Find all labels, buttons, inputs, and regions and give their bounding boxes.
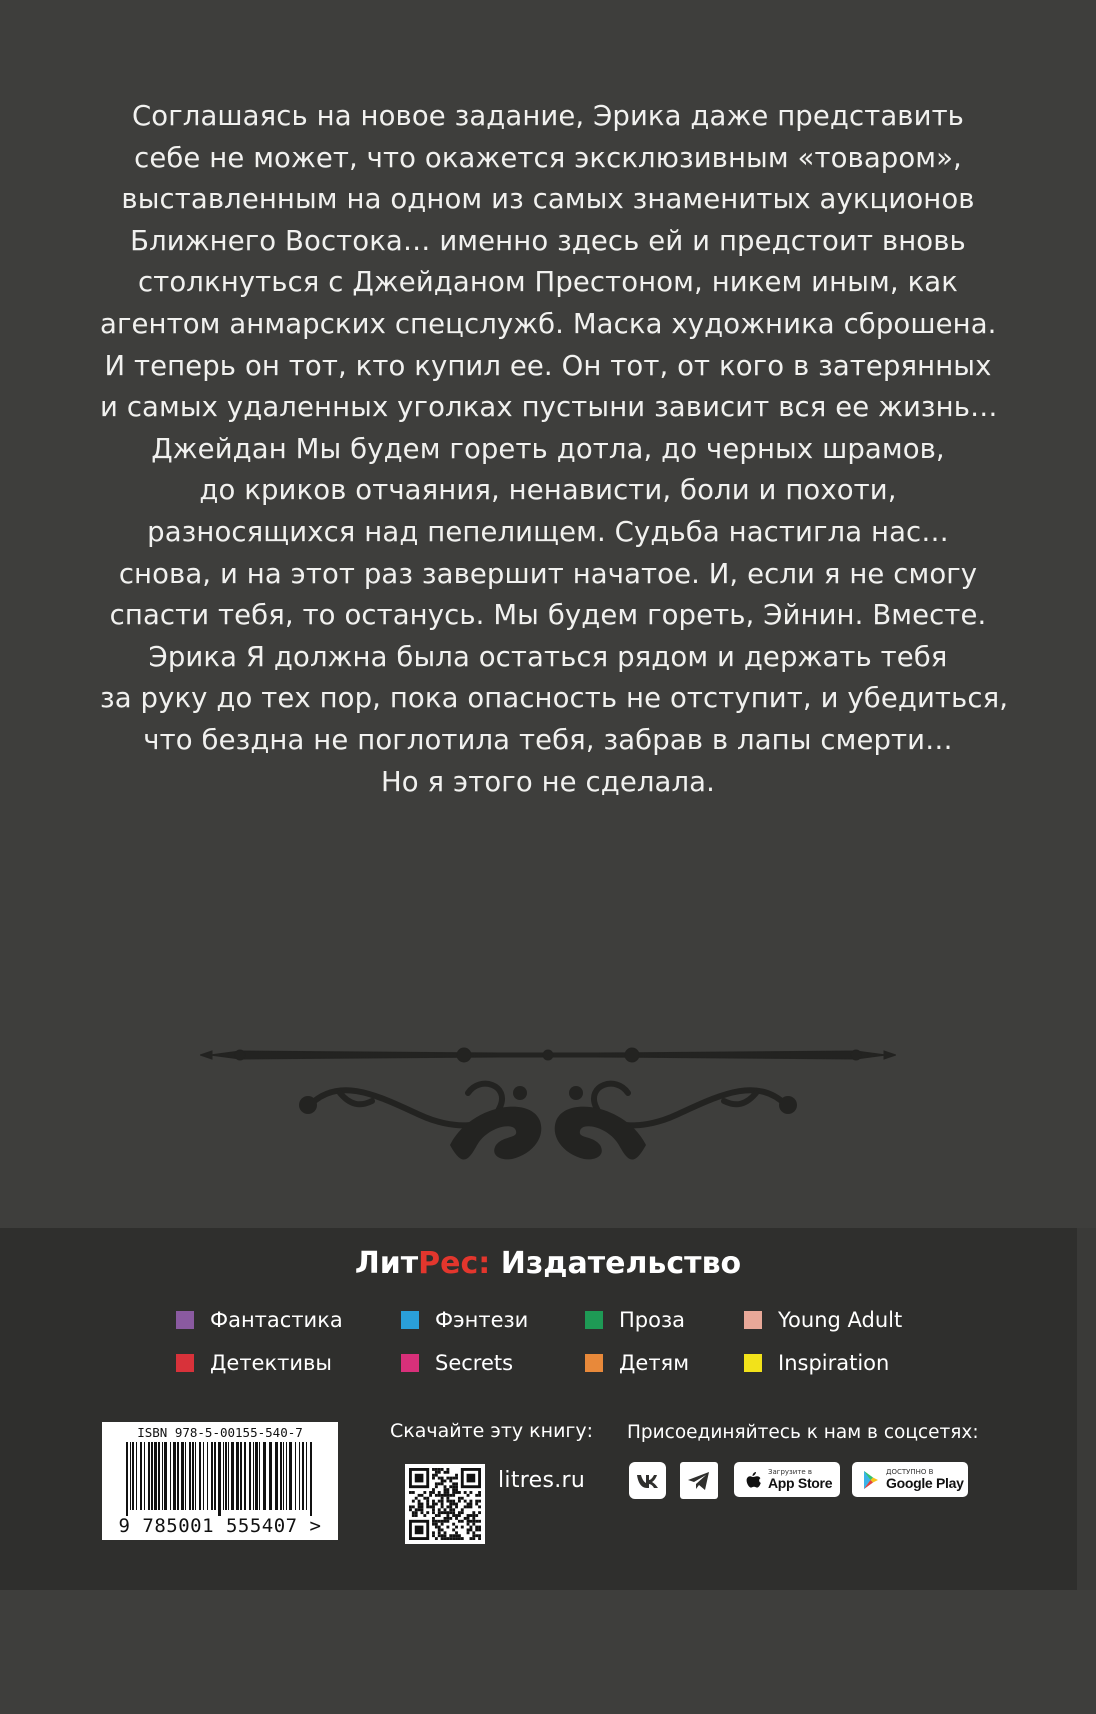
annotation-line: столкнуться с Джейданом Престоном, никем иным, как bbox=[138, 266, 958, 299]
annotation-line: Соглашаясь на новое задание, Эрика даже представить bbox=[132, 100, 964, 132]
genre-swatch bbox=[585, 1311, 603, 1329]
genre-swatch bbox=[176, 1354, 194, 1372]
annotation-line: и самых удаленных уголках пустыни зависит вся ее жизнь… bbox=[100, 391, 998, 424]
qr-code[interactable] bbox=[405, 1464, 485, 1544]
annotation-line: что бездна не поглотила тебя, забрав в лапы смерти… bbox=[143, 723, 953, 756]
genre-item: Secrets bbox=[401, 1351, 513, 1375]
barcode-icon bbox=[126, 1442, 314, 1516]
vk-icon[interactable] bbox=[629, 1462, 666, 1499]
ornament-divider-icon bbox=[200, 1035, 896, 1185]
genre-item: Young Adult bbox=[744, 1308, 902, 1332]
apple-icon bbox=[742, 1469, 764, 1491]
genre-swatch bbox=[401, 1311, 419, 1329]
annotation-line: спасти тебя, то останусь. Мы будем гореть, Эйнин. Вместе. bbox=[109, 599, 987, 632]
genre-item: Inspiration bbox=[744, 1351, 889, 1375]
genre-item: Фантастика bbox=[176, 1308, 343, 1332]
google-play-button[interactable]: ДОСТУПНО В Google Play bbox=[852, 1462, 968, 1497]
social-label: Присоединяйтесь к нам в соцсетях: bbox=[627, 1422, 979, 1443]
genre-item: Детям bbox=[585, 1351, 689, 1375]
isbn-text: ISBN 978-5-00155-540-7 bbox=[137, 1425, 303, 1440]
genre-item: Детективы bbox=[176, 1351, 332, 1375]
telegram-icon[interactable] bbox=[680, 1462, 718, 1499]
genre-swatch bbox=[744, 1354, 762, 1372]
annotation-line: Ближнего Востока… именно здесь ей и предстоит вновь bbox=[130, 224, 966, 257]
annotation-line: Джейдан Мы будем гореть дотла, до черных шрамов, bbox=[151, 432, 945, 465]
qr-code-icon bbox=[409, 1468, 481, 1540]
barcode-digits: 9 785001 555407 > bbox=[118, 1515, 322, 1537]
site-link[interactable]: litres.ru bbox=[498, 1468, 586, 1493]
genre-item: Проза bbox=[585, 1308, 685, 1332]
genre-legend bbox=[176, 1308, 976, 1398]
genre-swatch bbox=[401, 1354, 419, 1372]
isbn-barcode bbox=[102, 1422, 338, 1540]
annotation-line: до криков отчаяния, ненависти, боли и похоти, bbox=[199, 474, 897, 507]
genre-swatch bbox=[744, 1311, 762, 1329]
annotation-line: агентом анмарских спецслужб. Маска художника сброшена. bbox=[100, 307, 997, 340]
cover-edge bbox=[1077, 1228, 1096, 1590]
annotation-line: снова, и на этот раз завершит начатое. И, если я не смогу bbox=[118, 557, 978, 590]
annotation-line: Но я этого не сделала. bbox=[381, 765, 715, 798]
app-store-button[interactable]: Загрузите в App Store bbox=[734, 1462, 840, 1497]
annotation-line: Эрика Я должна была остаться рядом и держать тебя bbox=[148, 640, 948, 673]
publisher-logo: ЛитРес: Издательство bbox=[354, 1246, 742, 1281]
genre-item: Фэнтези bbox=[401, 1308, 528, 1332]
annotation-line: за руку до тех пор, пока опасность не отступит, и убедиться, bbox=[100, 682, 1009, 715]
annotation-line: разносящихся над пепелищем. Судьба настигла нас… bbox=[147, 515, 949, 548]
download-label: Скачайте эту книгу: bbox=[390, 1420, 594, 1442]
book-annotation bbox=[100, 96, 1009, 803]
annotation-line: себе не может, что окажется эксклюзивным «товаром», bbox=[134, 141, 962, 174]
genre-swatch bbox=[585, 1354, 603, 1372]
genre-swatch bbox=[176, 1311, 194, 1329]
annotation-line: выставленным на одном из самых знаменитых аукционов bbox=[121, 183, 975, 216]
annotation-line: И теперь он тот, кто купил ее. Он тот, от кого в затерянных bbox=[104, 349, 992, 382]
google-play-icon bbox=[861, 1469, 881, 1491]
